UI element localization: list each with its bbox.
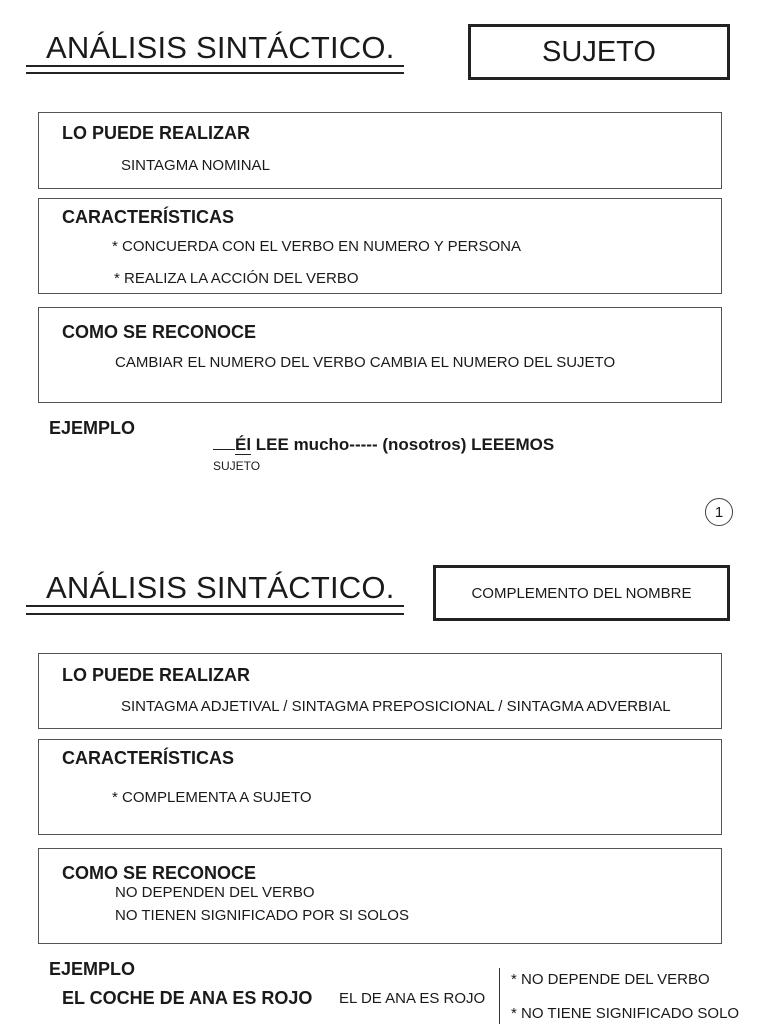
example-sentence: EL COCHE DE ANA ES ROJO <box>62 988 313 1008</box>
list-item: * REALIZA LA ACCIÓN DEL VERBO <box>114 270 359 287</box>
section-heading: CARACTERÍSTICAS <box>62 207 235 227</box>
section-heading: LO PUEDE REALIZAR <box>62 665 251 685</box>
section-text: SINTAGMA NOMINAL <box>121 157 270 174</box>
example-subject: Él <box>235 435 252 454</box>
list-item: * COMPLEMENTA A SUJETO <box>112 789 312 806</box>
ejemplo-heading: EJEMPLO <box>49 959 136 979</box>
title-underline <box>26 72 404 74</box>
topic-label: SUJETO <box>542 35 656 68</box>
blank-underline <box>213 435 235 450</box>
section-text: NO DEPENDEN DEL VERBO <box>115 884 315 901</box>
page-number: 1 <box>714 503 724 521</box>
example-sentence <box>213 435 554 455</box>
title-underline <box>26 613 404 615</box>
reconoce-section <box>38 848 722 944</box>
title-underline <box>26 65 404 67</box>
section-heading: CARACTERÍSTICAS <box>62 748 235 768</box>
page-number-badge <box>705 498 733 526</box>
note-item: * NO DEPENDE DEL VERBO <box>511 971 710 988</box>
section-text: NO TIENEN SIGNIFICADO POR SI SOLOS <box>115 907 409 924</box>
section-heading: LO PUEDE REALIZAR <box>62 123 251 143</box>
note-item: * NO TIENE SIGNIFICADO SOLO <box>511 1005 740 1022</box>
ejemplo-heading: EJEMPLO <box>49 418 136 438</box>
caracteristicas-section <box>38 739 722 835</box>
page-title: ANÁLISIS SINTÁCTICO. <box>46 30 395 65</box>
realizar-section <box>38 112 722 189</box>
realizar-section <box>38 653 722 729</box>
topic-label: COMPLEMENTO DEL NOMBRE <box>471 584 692 602</box>
section-text: CAMBIAR EL NUMERO DEL VERBO CAMBIA EL NUMERO DEL SUJETO <box>115 354 616 371</box>
reconoce-section <box>38 307 722 403</box>
section-text: SINTAGMA ADJETIVAL / SINTAGMA PREPOSICIONAL / SINTAGMA ADVERBIAL <box>121 698 671 715</box>
subject-label: SUJETO <box>213 459 261 473</box>
list-item: * CONCUERDA CON EL VERBO EN NUMERO Y PERSONA <box>112 238 521 255</box>
section-heading: COMO SE RECONOCE <box>62 322 257 342</box>
topic-box <box>468 24 730 80</box>
page-title: ANÁLISIS SINTÁCTICO. <box>46 570 395 605</box>
topic-box <box>433 565 730 621</box>
section-heading: COMO SE RECONOCE <box>62 863 257 883</box>
example-reduced: EL DE ANA ES ROJO <box>339 990 486 1007</box>
caracteristicas-section <box>38 198 722 294</box>
example-predicate: LEE mucho----- (nosotros) LEEEMOS <box>251 435 555 454</box>
title-underline <box>26 605 404 607</box>
divider <box>499 968 500 1024</box>
